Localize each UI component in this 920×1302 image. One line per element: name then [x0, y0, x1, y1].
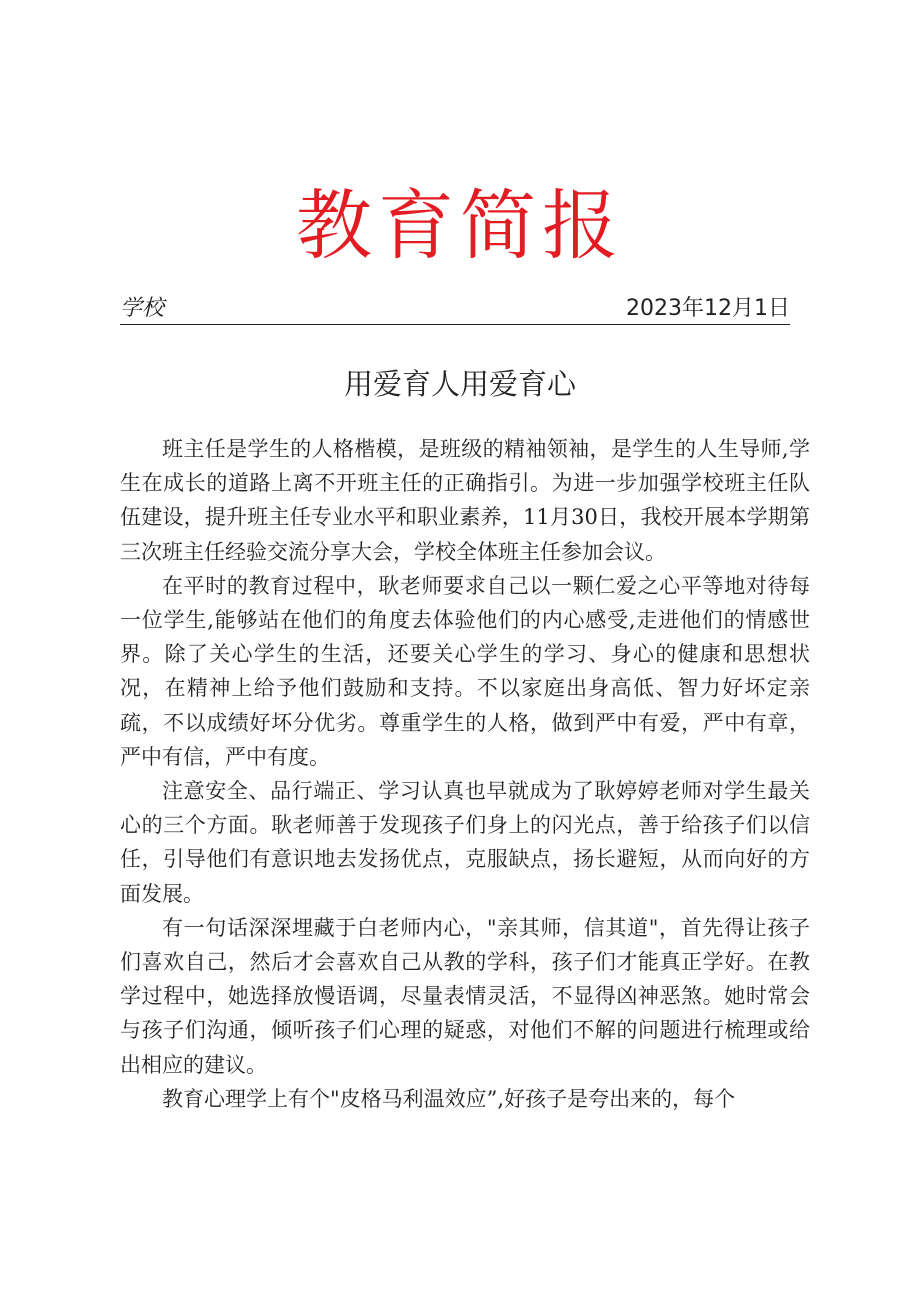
- newsletter-masthead-title: 教育简报: [296, 181, 624, 270]
- article-body: [120, 432, 810, 1116]
- article-headline: 用爱育人用爱育心: [343, 367, 576, 401]
- article-paragraph: 在平时的教育过程中，耿老师要求自己以一颗仁爱之心平等地对待每一位学生,能够站在他们的角度去体验他们的内心感受,走进他们的情感世界。除了关心学生的生活，还要关心学生的学习、身心的健康和思想状况，在精神上给予他们鼓励和支持。不以家庭出身高低、智力好坏定亲疏，不以成绩好坏分优劣。尊重学生的人格，做到严中有爱，严中有章，严中有信，严中有度。: [120, 573, 810, 769]
- article-paragraph: 班主任是学生的人格楷模，是班级的精袖领袖，是学生的人生导师,学生在成长的道路上离不开班主任的正确指引。为进一步加强学校班主任队伍建设，提升班主任专业水平和职业素养，11月30日，我校开展本学期第三次班主任经验交流分享大会，学校全体班主任参加会议。: [120, 437, 810, 564]
- article-paragraph: 有一句话深深埋藏于白老师内心，"亲其师，信其道"，首先得让孩子们喜欢自己，然后才会喜欢自己从教的学科，孩子们才能真正学好。在教学过程中，她选择放慢语调，尽量表情灵活，不显得凶神恶煞。她时常会与孩子们沟通，倾听孩子们心理的疑惑，对他们不解的问题进行梳理或给出相应的建议。: [120, 915, 810, 1077]
- article-paragraph: 注意安全、品行端正、学习认真也早就成为了耿婷婷老师对学生最关心的三个方面。耿老师善于发现孩子们身上的闪光点，善于给孩子们以信任，引导他们有意识地去发扬优点，克服缺点，扬长避短，从而向好的方面发展。: [120, 779, 810, 906]
- header-meta-line: [120, 292, 790, 325]
- article-paragraph: 教育心理学上有个"皮格马利温效应”,好孩子是夸出来的，每个: [162, 1086, 736, 1111]
- school-label: 学校: [120, 296, 165, 321]
- issue-date: 2023年12月1日: [626, 296, 790, 321]
